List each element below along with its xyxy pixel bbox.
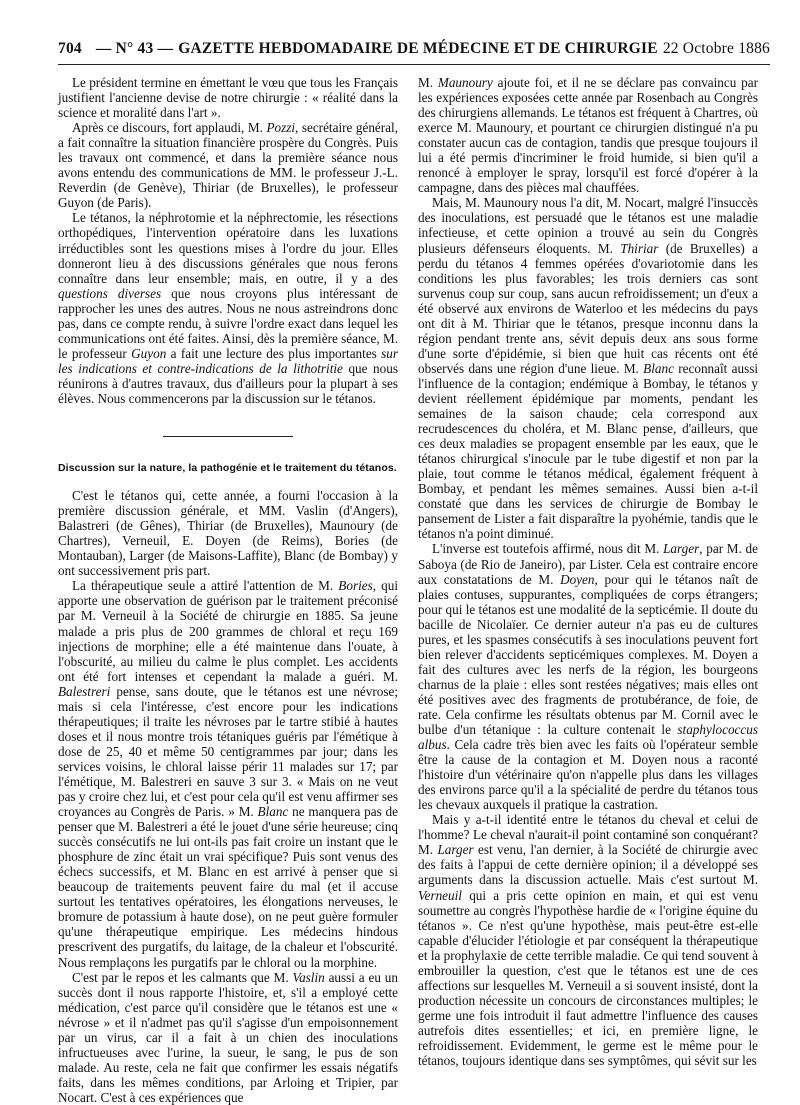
author-name: Blanc [257,804,289,820]
text-run: Le tétanos, la néphrotomie et la néphrectomie, les résections orthopédiques, l'intervention opératoire dans les luxations irréductibles sont les questions mises à l'ordre du jour. Elles donneront lieu à des discussions générales que nous ferons connaître dans leur ensemble; mais, en outre, il y a des [58,210,398,286]
section-divider [163,436,293,437]
author-name: Pozzi [266,120,296,136]
text-run: Après ce discours, fort applaudi, M. [72,120,267,136]
author-name: Doyen [560,571,595,587]
paragraph [58,75,398,120]
text-run: aussi a eu un succès dont il nous rapporte l'histoire, et, s'il a employé cette médication, c'est parce qu'il considère que le tétanos est une « névrose » et il n'admet pas qu'il s'agisse d'un empoisonnement par un virus, car il a fait à un chien des inoculations infructueuses avec l'urine, la sueur, le sang, le pus de son malade. Au reste, cela ne fait que confirmer les essais négatifs faits, dans les mêmes conditions, par Arloing et Tripier, par Nocart. C'est à ces expériences que [58,969,398,1105]
paragraph [58,210,398,406]
page-number: 704 [58,40,82,57]
text-run: , secrétaire général, a fait connaître la situation financière prospère du Congrès. Puis les travaux ont commencé, et dans la première séance nous avons entendu des communications de MM. le professeur J.-L. Reverdin (de Genève), Thiriar (de Bruxelles), le professeur Guyon (de Paris). [58,120,398,211]
text-columns [58,75,770,1105]
paragraph [58,488,398,578]
section-title: Discussion sur la nature, la pathogénie et le traitement du tétanos. [58,462,397,475]
text-run: (de Bruxelles) a perdu du tétanos 4 femmes opérées d'ovariotomie dans les conditions les plus favorables; les trois derniers cas sont survenus coup sur coup, sans aucun refroidissement; un d'eux a été observé aux environs de Waterloo et les médecins du pays ont dit à M. Thiriar que le tétanos, presque inconnu dans la région pendant trente ans, sévit depuis deux ans sous forme d'une sorte d'épidémie, si bien que huit cas récents ont été observés dans une région d'une lieue. M. [418,240,759,376]
right-column [418,75,758,1105]
text-run: C'est par le repos et les calmants que M. [72,969,293,985]
issue-date: 22 Octobre 1886 [662,40,770,57]
italic-run: sur les indications et contre-indications de la lithotritie [58,345,398,376]
text-run: , pour qui le tétanos naît de plaies contuses, suppurantes, compliquées de corps étrangers; pour qui le tétanos est une modalité de la septicémie. Il doute du bacille de Nicolaïer. Ce dernier auteur n'a pas eu de cultures pures, et les spasmes consécutifs à ses inoculations peuvent fort bien relever d'accidents septicémiques complexes. M. Doyen a fait des cultures avec les nerfs de la région, les bourgeons charnus de la plaie : elles sont restées négatives; mais elles ont été positives avec des fragments de protubérance, de foie, de rate. Cela confirme les résultats obtenus par M. Cornil avec le bulbe d'un tétanique : la culture contenait le [418,571,758,738]
author-name: Larger [437,842,474,858]
text-run: reconnaît aussi l'influence de la contagion; endémique à Bombay, le tétanos y devient réellement épidémique par moments, pendant les semaines de la saison chaude; cela correspond aux recrudescences du choléra, et M. Blanc pense, d'ailleurs, que ces deux maladies se propagent ensemble par les eaux, que le tétanos chirurgical s'inocule par le tube digestif et non par la plaie, tout comme le tétanos médical, également fréquent à Bombay, et pendant les mêmes semaines. Aussi bien a-t-il constaté que dans les services de chirurgie de Bombay le pansement de Lister a fait disparaître la pyohémie, tandis que le tétanos n'a point diminué. [418,360,758,542]
text-run: . Cela cadre très bien avec les faits où l'opérateur semble être la cause de la contagion et M. Doyen nous a raconté l'histoire d'un vétérinaire qu'on n'appelle plus dans les villages des environs parce qu'il a la spécialité de perdre du tétanos tous les chevaux auxquels il pratique la castration. [418,737,758,813]
journal-title: GAZETTE HEBDOMADAIRE DE MÉDECINE ET DE CHIRURGIE [178,40,658,57]
page-header [58,40,770,65]
text-run: L'inverse est toutefois affirmé, nous dit M. [432,541,664,557]
text-run: est venu, l'an dernier, à la Société de chirurgie avec des faits à l'appui de cette dernière opinion; il a développé ses arguments dans la discussion actuelle. Mais c'est surtout M. [418,842,758,888]
issue-number: — N° 43 — [95,40,174,57]
text-run: C'est le tétanos qui, cette année, a fourni l'occasion à la première discussion générale, et MM. Vaslin (d'Angers), Balastreri (de Gênes), Thiriar (de Bruxelles), Maunoury (de Chartres), Verneuil, E. Doyen (de Reims), Bories (de Montauban), Larger (de Maisons-Laffite), Blanc (de Bombay) y ont successivement pris part. [58,488,398,579]
text-run: que nous croyons plus intéressant de rapprocher les unes des autres. Nous ne nous astreindrons donc pas, dans ce compte rendu, à suivre l'ordre exact dans lequel les communications ont été faites. Ainsi, dès la première séance, M. le professeur [58,285,399,361]
text-run: ajoute foi, et il ne se déclare pas convaincu par les expériences exposées cette année par Rosenbach au Congrès des chirurgiens allemands. Le tétanos est fréquent à Chartres, où exerce M. Maunoury, et pourtant ce chirurgien distingué n'a pu constater aucun cas de contagion, tandis que presque toujours il lui a été permis d'incriminer le froid humide, si bien qu'il a renoncé à employer le spray, lorsqu'il est forcé d'opérer à la campagne, dans des pièces mal chauffées. [418,75,758,196]
text-run: , qui apporte une observation de guérison par le traitement préconisé par M. Verneuil à la Société de chirurgie en 1885. Sa jeune malade a pris plus de 200 grammes de chloral et reçu 169 injections de morphine; elle a été maintenue dans l'ouate, à l'obscurité, au milieu du calme le plus complet. Les accidents ont été fort intenses et cependant la malade a guéri. M. [58,578,398,684]
italic-run: staphylococcus albus [418,722,758,753]
text-run: que nous réunirons à d'autres travaux, dus d'ailleurs pour la plupart à ses élèves. Nous commencerons par la discussion sur le tétanos. [58,360,398,406]
text-run: Mais y a-t-il identité entre le tétanos du cheval et celui de l'homme? Le cheval n'aurait-il point contaminé son conquérant? M. [418,812,758,858]
left-column [58,75,398,1105]
text-run: Le président termine en émettant le vœu que tous les Français justifient l'ancienne devise de notre chirurgie : « réalité dans la science et moralité dans l'art ». [58,75,398,121]
paragraph [58,578,398,969]
paragraph [418,75,758,195]
text-run: La thérapeutique seule a attiré l'attention de M. [72,578,339,594]
author-name: Bories [338,578,373,594]
text-run: ne manquera pas de penser que M. Balestreri a été le jouet d'une série heureuse; cinq succès consécutifs ne lui ont-ils pas fait croire un instant que le phosphure de zinc était un vrai spécifique? Puis sont venus des échecs successifs, et M. Blanc en est arrivé à penser que si beaucoup de traitements peuvent faire du mal (et il accuse surtout les tentatives opératoires, les élongations nerveuses, le bromure de potassium à haute dose), on ne peut guère formuler qu'une thérapeutique empirique. Les médecins hindous prescrivent des purgatifs, du laitage, de la chaleur et l'obscurité. Nous remplaçons les purgatifs par le chloral ou la morphine. [58,804,398,970]
author-name: Blanc [643,360,674,376]
author-name: Balestreri [58,683,111,699]
italic-run: questions diverses [58,285,162,301]
paragraph [58,120,398,210]
author-name: Thiriar [620,240,659,256]
text-run: M. [418,75,438,90]
author-name: Verneuil [418,887,462,903]
author-name: Maunoury [437,75,493,90]
text-run: , par M. de Saboya (de Rio de Janeiro), par Lister. Cela est contraire encore aux constatations de M. [418,541,759,587]
paragraph [58,970,398,1105]
author-name: Vaslin [292,969,325,985]
text-run: pense, sans doute, que le tétanos est une névrose; mais si cela l'intéresse, c'est encore pour les indications thérapeutiques; il traite les névroses par le tartre stibié à hautes doses et il nous montre trois tétaniques guéris par l'émétique à dose de 25, 40 et même 50 centigrammes par jour; dans les services voisins, le chloral laisse périr 11 malades sur 17; par l'émétique, M. Balestreri en sauve 3 sur 3. « Mais on ne veut pas y croire chez lui, et c'est pour cela qu'il est venu affirmer ses croyances au Congrès de Paris. » M. [58,683,398,820]
text-run: a fait une lecture des plus importantes [166,345,382,361]
text-run: Mais, M. Maunoury nous l'a dit, M. Nocart, malgré l'insuccès des inoculations, est persuadé que le tétanos est une maladie infectieuse, et cette opinion a trouvé au sein du Congrès plusieurs défenseurs éloquents. M. [418,195,758,256]
paragraph [418,195,758,541]
paragraph [418,812,758,1068]
author-name: Larger [663,541,700,557]
author-name: Guyon [131,345,167,361]
text-run: qui a pris cette opinion en main, et qui est venu soumettre au congrès l'hypothèse hardie de « l'origine équine du tétanos ». Ce n'est qu'une hypothèse, mais peut-être est-elle capable d'élucider l'étiologie et par conséquent la thérapeutique et la prophylaxie de cette terrible maladie. Ce qui tend souvent à embrouiller la question, c'est que le tétanos est une de ces affections sur lesquelles M. Verneuil a si souvent insisté, dont la production nécessite un concours de circonstances multiples; le germe une fois introduit il faut admettre l'influence des causes autrefois dites essentielles; et ici, en première ligne, le refroidissement. Evidemment, le germe est le même pour le tétanos, toujours identique dans ses symptômes, qui sévit sur les [418,887,758,1069]
paragraph [418,541,758,812]
